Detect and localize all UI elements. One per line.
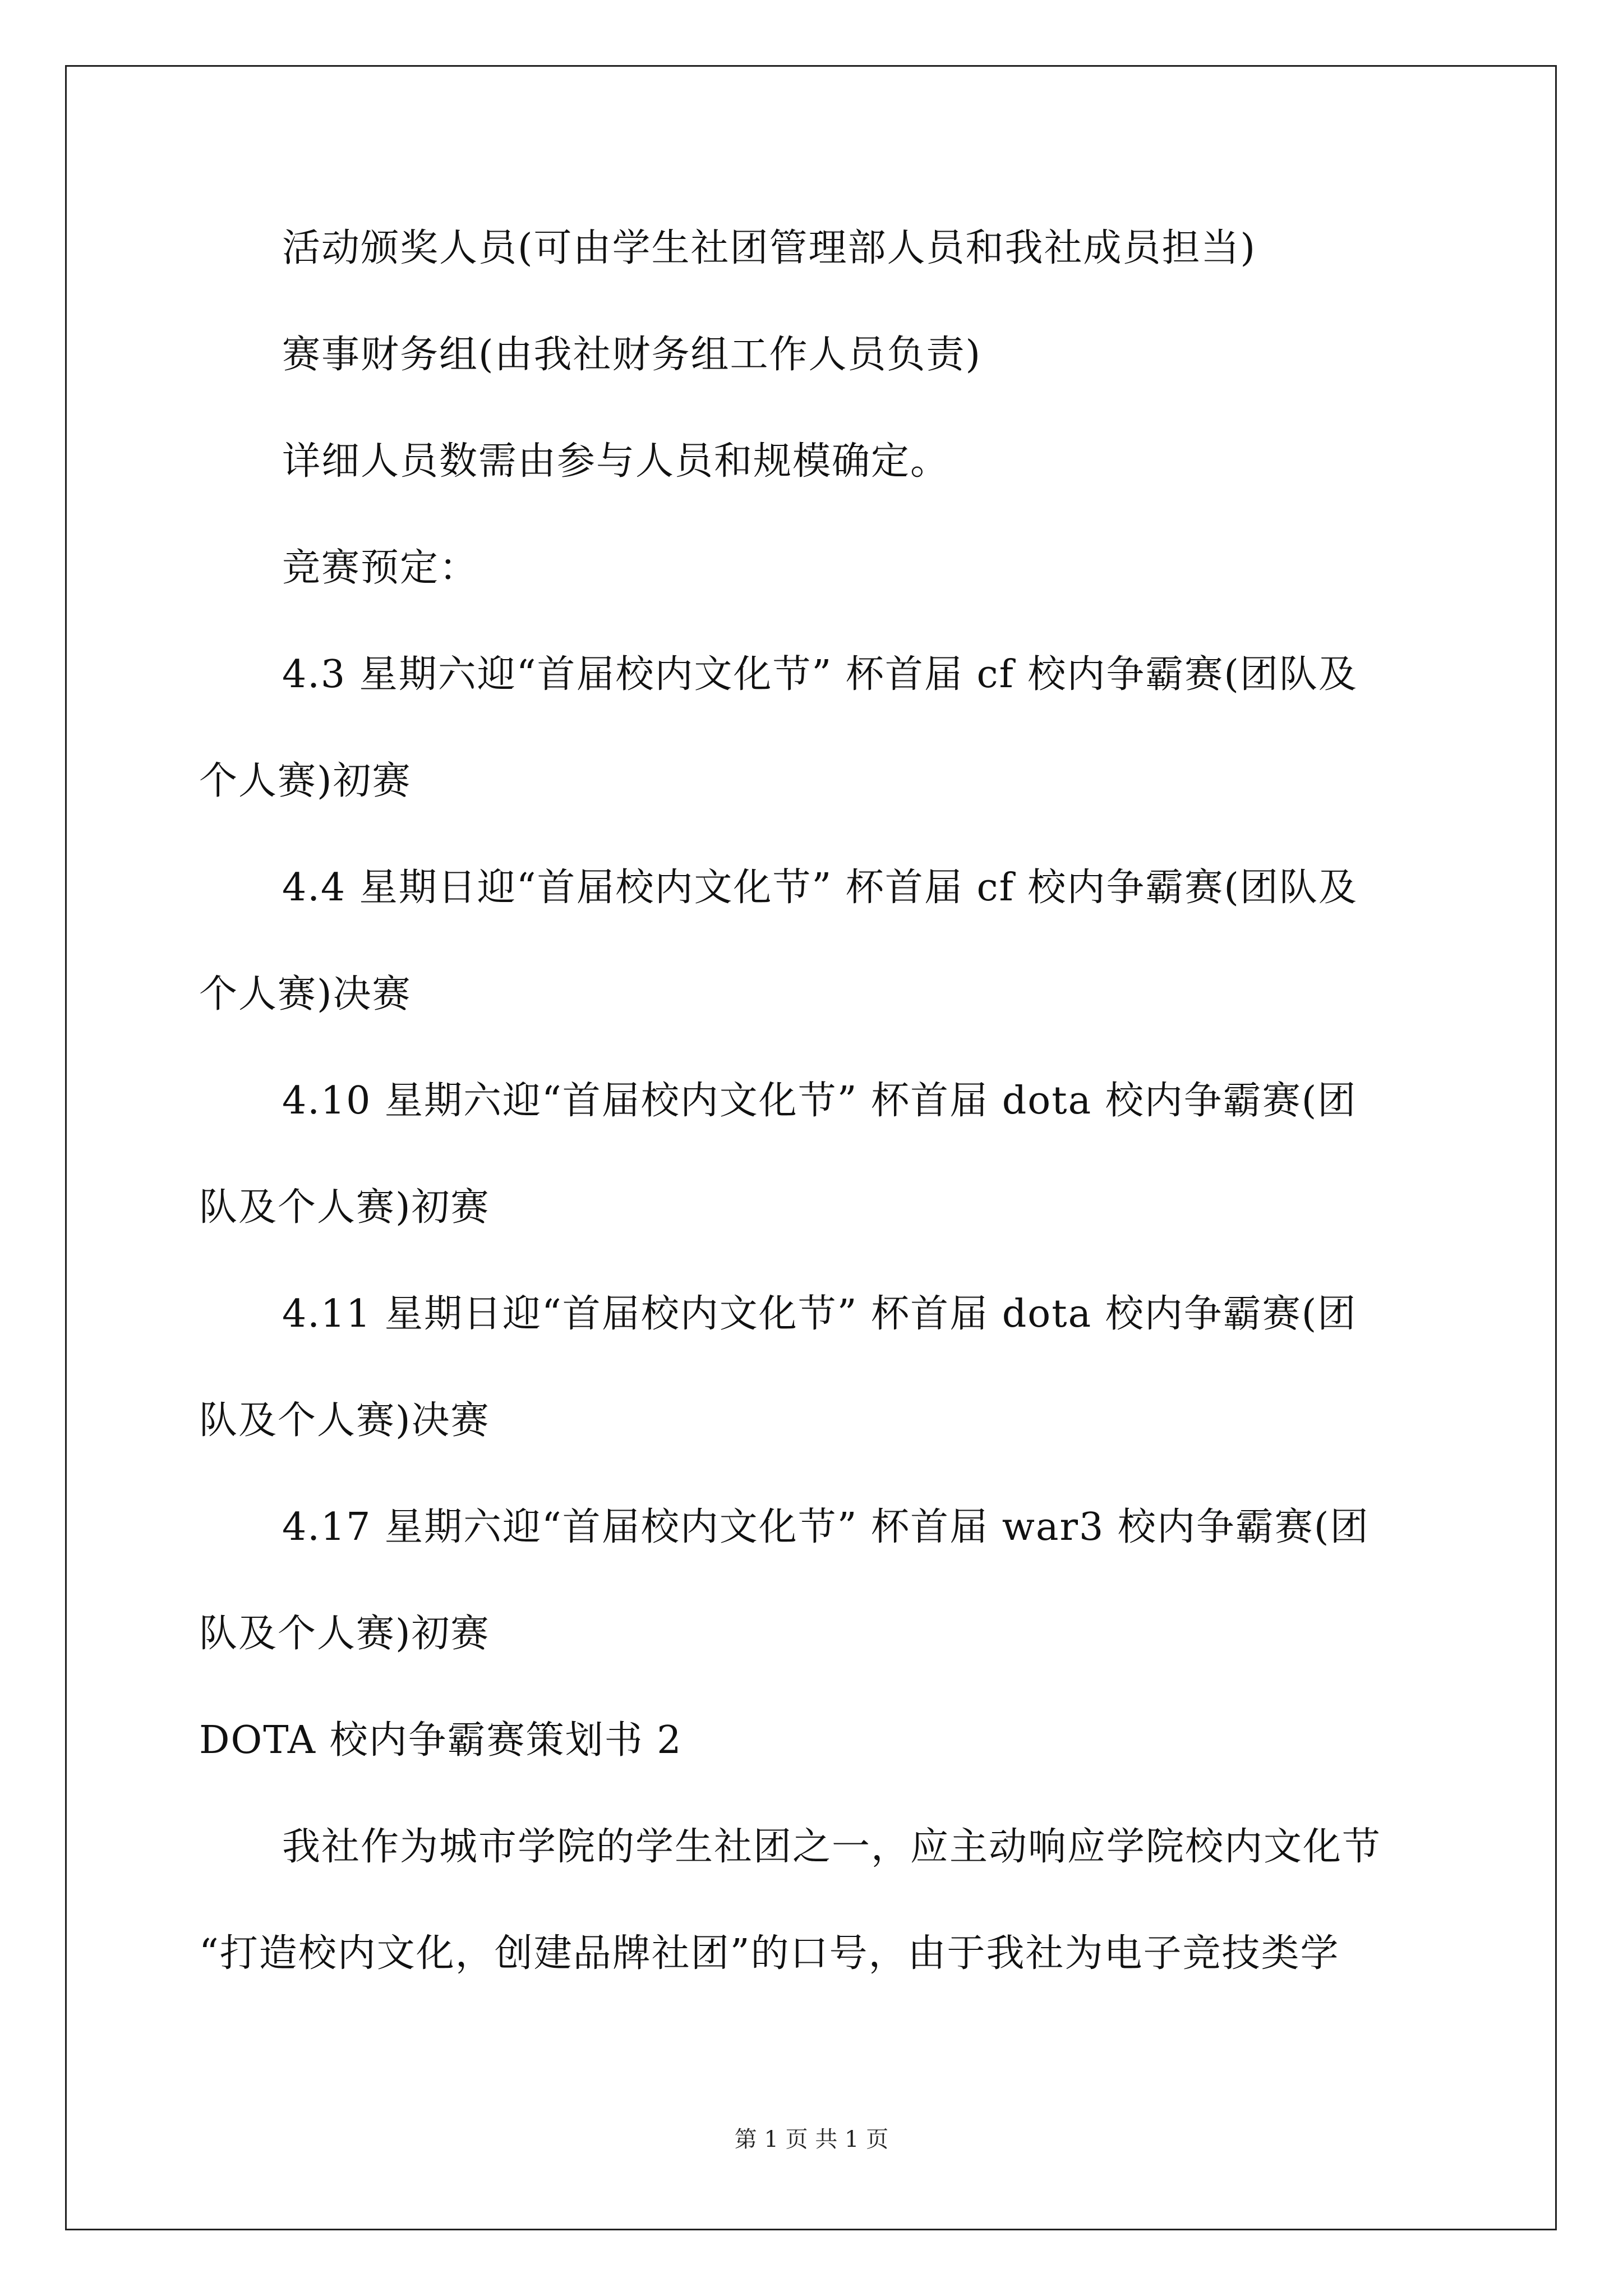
text-line: 个人赛)决赛: [199, 972, 412, 1016]
text-line: 4.3 星期六迎“首届校内文化节” 杯首届 cf 校内争霸赛(团队及: [282, 652, 1358, 697]
section-heading: DOTA 校内争霸赛策划书 2: [199, 1718, 683, 1763]
text-line: 我社作为城市学院的学生社团之一，应主动响应学院校内文化节: [282, 1825, 1382, 1869]
text-line: 4.11 星期日迎“首届校内文化节” 杯首届 dota 校内争霸赛(团: [282, 1292, 1357, 1336]
text-line: 队及个人赛)决赛: [199, 1398, 490, 1443]
page-footer: 第 1 页 共 1 页: [734, 2127, 889, 2152]
text-line: 队及个人赛)初赛: [199, 1612, 490, 1656]
text-line: 详细人员数需由参与人员和规模确定。: [282, 439, 950, 484]
text-line: 活动颁奖人员(可由学生社团管理部人员和我社成员担当): [282, 226, 1257, 270]
text-line: 个人赛)初赛: [199, 759, 412, 803]
text-line: 赛事财务组(由我社财务组工作人员负责): [282, 333, 982, 377]
page-border: [65, 65, 1557, 2230]
text-line: 4.4 星期日迎“首届校内文化节” 杯首届 cf 校内争霸赛(团队及: [282, 866, 1358, 910]
text-line: 竞赛预定：: [282, 546, 479, 590]
text-line: 4.17 星期六迎“首届校内文化节” 杯首届 war3 校内争霸赛(团: [282, 1505, 1370, 1549]
text-line: 4.10 星期六迎“首届校内文化节” 杯首届 dota 校内争霸赛(团: [282, 1079, 1357, 1123]
text-line: 队及个人赛)初赛: [199, 1185, 490, 1230]
text-line: “打造校内文化，创建品牌社团”的口号，由于我社为电子竞技类学: [199, 1931, 1340, 1976]
